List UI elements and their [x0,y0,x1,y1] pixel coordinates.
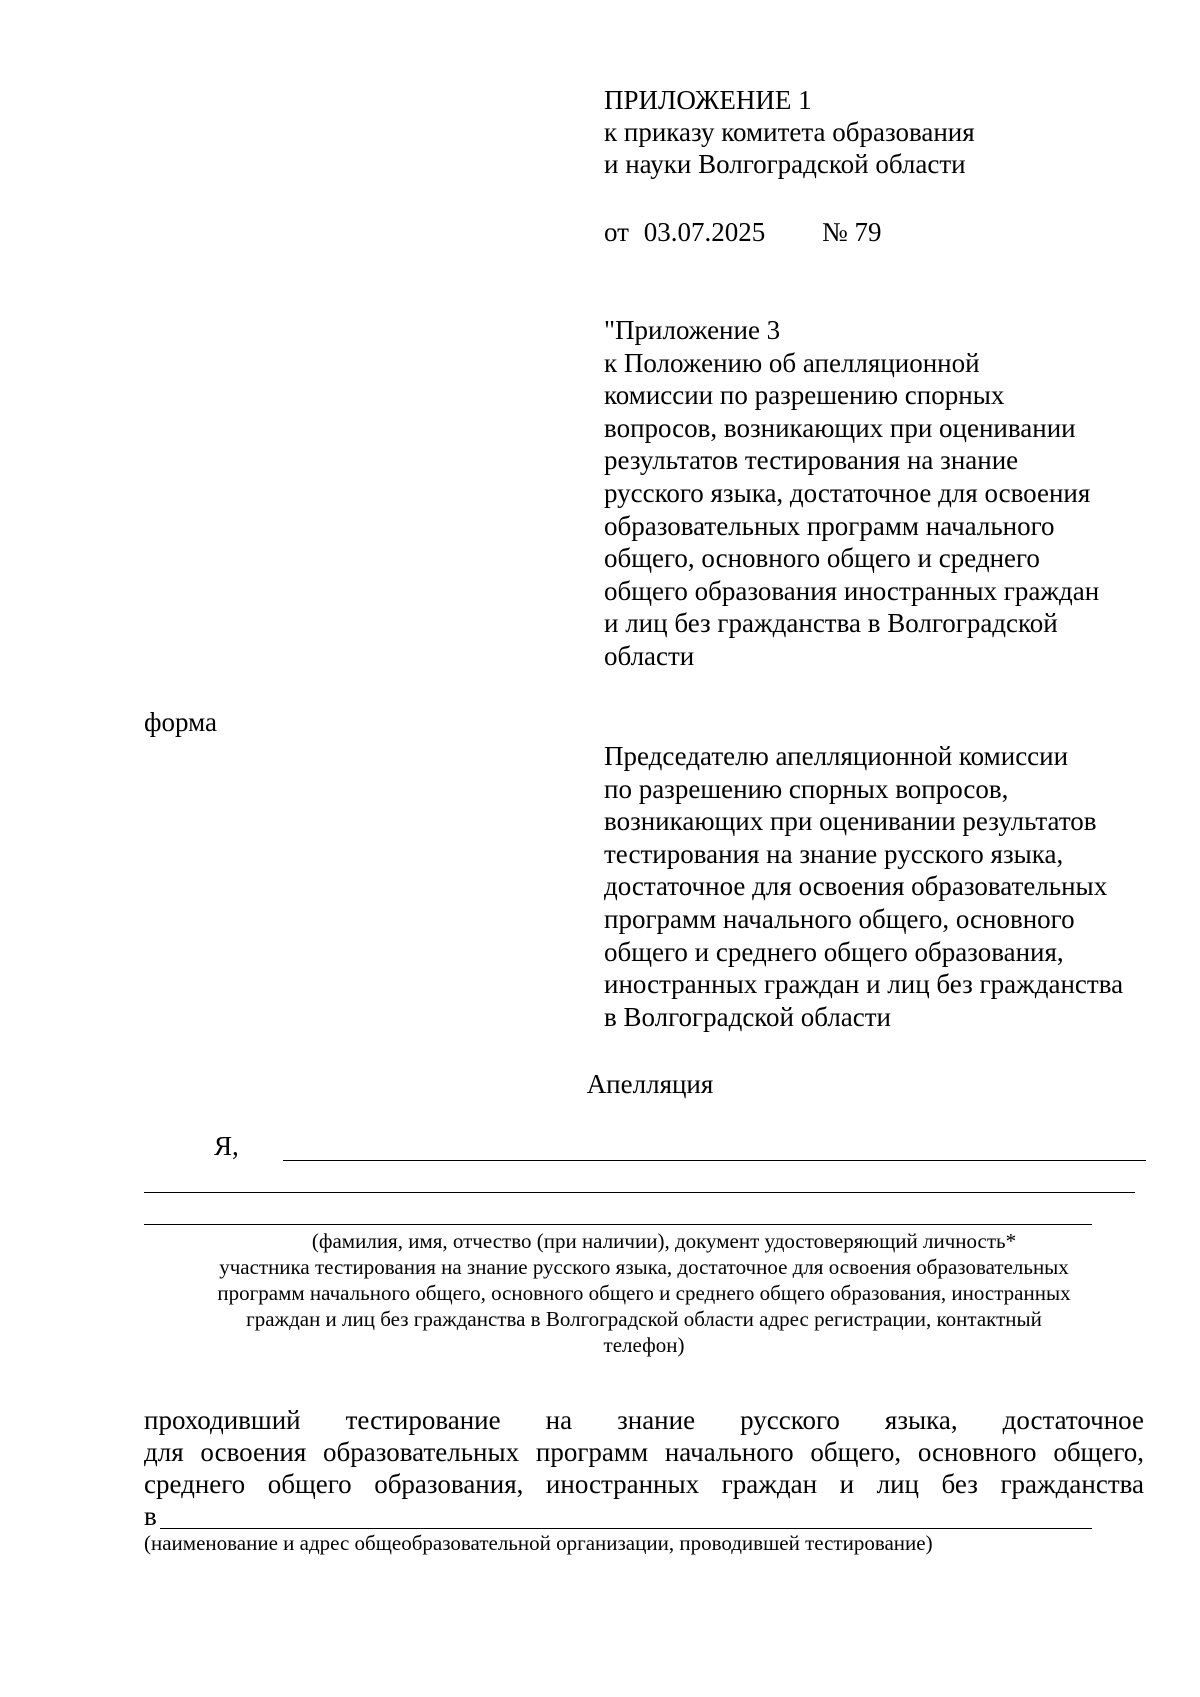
organization-prefix: в [144,1501,157,1531]
appendix3-line: русского языка, достаточное для освоения [604,477,1091,508]
applicant-name-line[interactable] [283,1160,1146,1161]
statement-line: среднего общего образования, иностранных граждан и лиц без гражданства [144,1469,1144,1499]
applicant-details-line-2[interactable] [144,1224,1092,1225]
hint-line: участника тестирования на знание русского языка, достаточное для освоения образовательных [219,1255,1069,1279]
hint-line: граждан и лиц без гражданства в Волгоградской области адрес регистрации, контактный [246,1307,1042,1331]
appendix-3-header [604,314,1099,673]
applicant-details-line-1[interactable] [144,1192,1135,1193]
appendix3-line: образовательных программ начального [604,510,1055,541]
participant-field-hint [144,1228,1144,1358]
addressee-block [604,740,1123,1033]
applicant-label: Я, [214,1131,239,1161]
organization-field-hint: (наименование и адрес общеобразовательной организации, проводившей тестирование) [144,1531,933,1555]
header-line: и науки Волгоградской области [604,149,966,179]
hint-line: (фамилия, имя, отчество (при наличии), документ удостоверяющий личность* [311,1229,1017,1253]
addressee-line: в Волгоградской области [604,1001,892,1032]
appendix3-line: вопросов, возникающих при оценивании [604,412,1076,443]
hint-line: телефон) [603,1333,685,1357]
document-title: Апелляция [586,1069,714,1099]
addressee-line: тестирования на знание русского языка, [604,838,1064,869]
addressee-line: иностранных граждан и лиц без гражданства [604,969,1124,1000]
statement-line: для освоения образовательных программ начального общего, основного общего, [144,1437,1144,1467]
addressee-line: программ начального общего, основного [604,903,1075,934]
statement-line: проходивший тестирование на знание русского языка, достаточное [144,1405,1144,1435]
appendix3-line: области [604,640,695,671]
appendix3-line: общего, основного общего и среднего [604,543,1040,574]
addressee-line: возникающих при оценивании результатов [604,806,1097,837]
appendix3-line: к Положению об апелляционной [604,347,980,378]
order-date: 03.07.2025 [643,217,766,247]
hint-line: программ начального общего, основного общего и среднего общего образования, иностранных [217,1281,1071,1305]
addressee-line: достаточное для освоения образовательных [604,871,1108,902]
order-from-label: от [604,217,629,247]
form-label: форма [144,707,217,737]
appendix3-line: комиссии по разрешению спорных [604,380,1005,411]
order-date-number [604,216,881,248]
organization-line[interactable] [160,1528,1092,1529]
appendix-1-header [604,84,975,180]
addressee-line: по разрешению спорных вопросов, [604,773,1009,804]
order-number: № 79 [821,217,882,247]
appendix3-line: общего образования иностранных граждан [604,575,1100,606]
appendix3-line: результатов тестирования на знание [604,445,1019,476]
addressee-line: Председателю апелляционной комиссии [604,741,1069,771]
appendix3-line: "Приложение 3 [604,315,781,345]
header-line: ПРИЛОЖЕНИЕ 1 [604,85,812,115]
addressee-line: общего и среднего общего образования, [604,936,1064,967]
appendix3-line: и лиц без гражданства в Волгоградской [604,608,1058,639]
testing-statement [144,1404,1144,1500]
header-line: к приказу комитета образования [604,117,975,147]
